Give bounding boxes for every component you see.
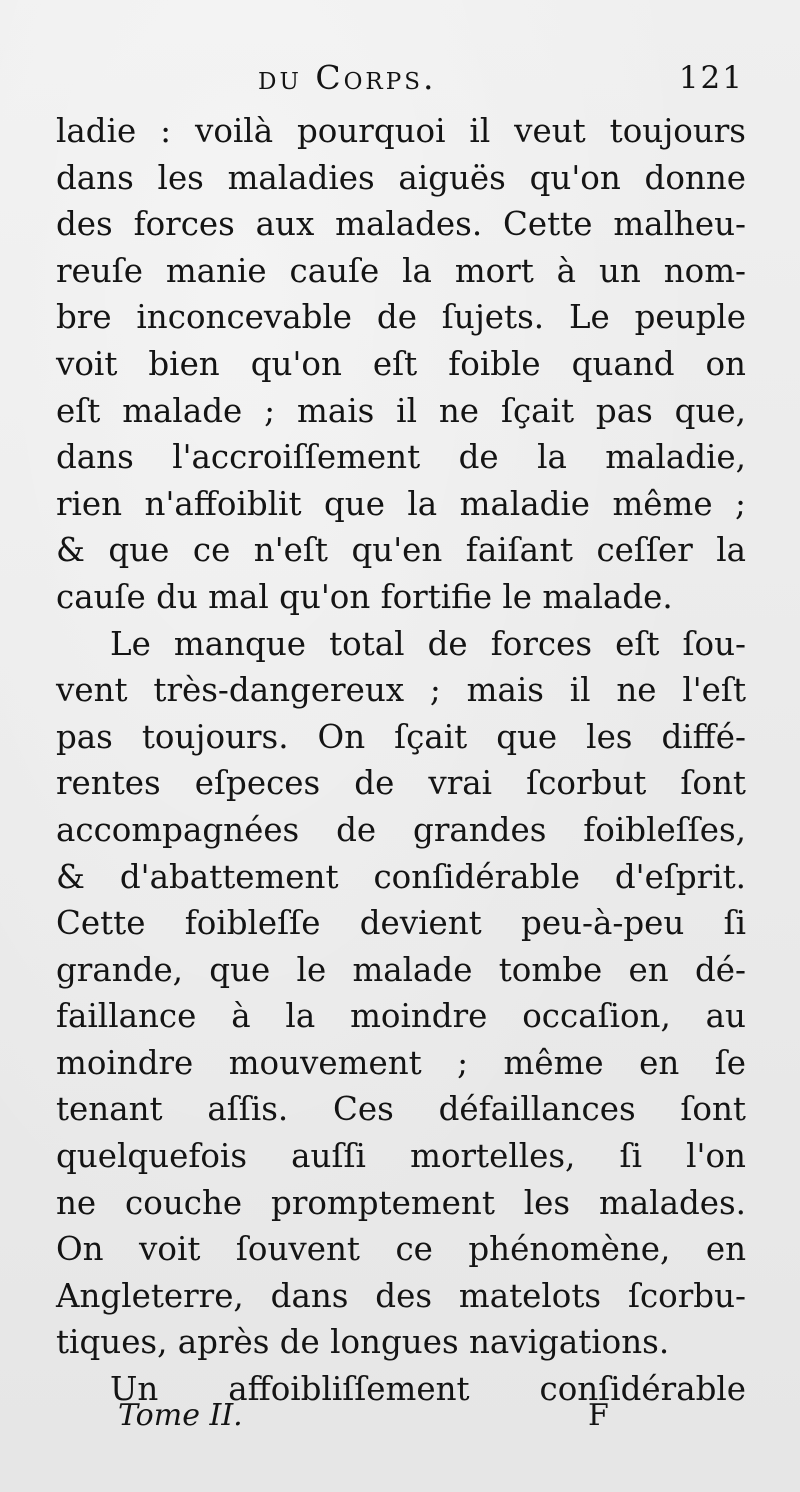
gathering-signature: F xyxy=(588,1398,609,1433)
text-line: moindre mouvement ; même en ſe xyxy=(56,1043,746,1082)
text-line: accompagnées de grandes foibleſſes, xyxy=(56,810,746,849)
text-line: vent très-dangereux ; mais il ne l'eſt xyxy=(56,671,746,710)
volume-signature: Tome II. xyxy=(118,1398,243,1433)
text-line: & d'abattement conſidérable d'eſprit. xyxy=(56,857,746,896)
page-footer xyxy=(0,1396,800,1446)
text-line: faillance à la moindre occaſion, au xyxy=(56,997,746,1036)
text-line: Angleterre, dans des matelots ſcorbu- xyxy=(56,1276,746,1315)
paragraph-start-line: Un affoibliſſement conſidérable xyxy=(110,1370,746,1409)
text-line: tiques, après de longues navigations. xyxy=(56,1323,670,1362)
page-number: 121 xyxy=(678,60,744,96)
text-line: des forces aux malades. Cette malheu- xyxy=(56,205,746,244)
page-header xyxy=(0,52,800,112)
text-line: dans l'accroiſſement de la maladie, xyxy=(56,438,746,477)
running-head: du Corps. xyxy=(258,58,437,97)
text-line: ladie : voilà pourquoi il veut toujours xyxy=(56,112,746,150)
text-line: cauſe du mal qu'on fortifie le malade. xyxy=(56,577,673,616)
text-line: On voit ſouvent ce phénomène, en xyxy=(56,1230,746,1269)
text-line: tenant aſſis. Ces défaillances ſont xyxy=(56,1090,746,1129)
text-line: ne couche promptement les malades. xyxy=(56,1183,746,1222)
text-line: rentes eſpeces de vrai ſcorbut ſont xyxy=(56,764,746,803)
text-line: pas toujours. On ſçait que les diffé- xyxy=(56,717,746,756)
text-line: grande, que le malade tombe en dé- xyxy=(56,950,746,989)
text-line: reuſe manie cauſe la mort à un nom- xyxy=(56,251,746,290)
text-line: rien n'affoiblit que la maladie même ; xyxy=(56,484,746,523)
text-line: quelquefois auſſi mortelles, ſi l'on xyxy=(56,1137,746,1176)
text-line: voit bien qu'on eſt foible quand on xyxy=(56,344,746,383)
text-line: Cette foibleſſe devient peu-à-peu ſi xyxy=(56,904,746,943)
text-line: & que ce n'eſt qu'en faiſant ceſſer la xyxy=(56,531,746,570)
text-line: bre inconcevable de ſujets. Le peuple xyxy=(56,298,746,337)
body-text xyxy=(56,108,746,1413)
text-line: dans les maladies aiguës qu'on donne xyxy=(56,158,746,197)
text-line: eſt malade ; mais il ne ſçait pas que, xyxy=(56,391,746,430)
paragraph-start-line: Le manque total de forces eſt ſou- xyxy=(110,624,746,663)
